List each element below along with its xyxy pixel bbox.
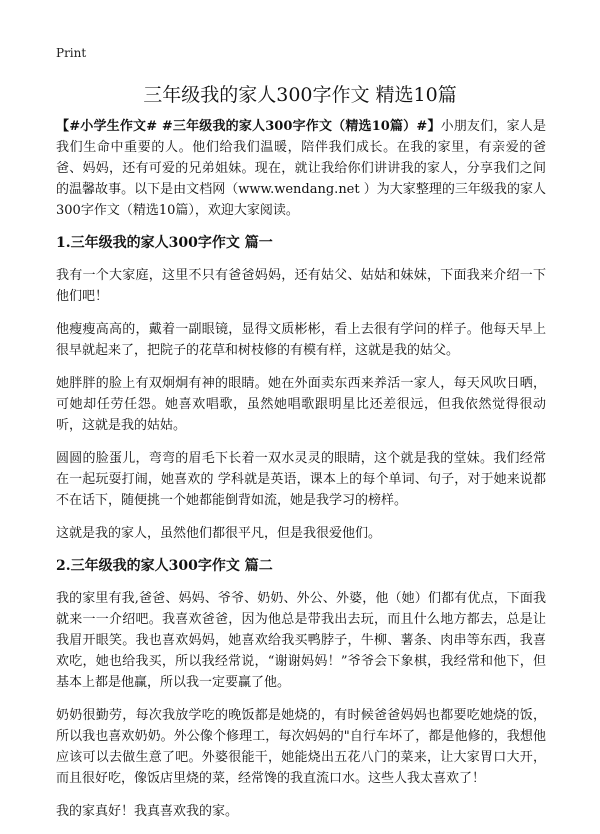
print-link[interactable]: Print (56, 46, 87, 60)
section-heading: 1.三年级我的家人300字作文 篇一 (56, 235, 273, 251)
paragraph: 我的家里有我,爸爸、妈妈、爷爷、奶奶、外公、外婆，他（她）们都有优点，下面我就来一一介绍吧。我喜欢爸爸，因为他总是带我出去玩，而且什么地方都去，总是让我眉开眼笑。我也喜欢妈妈，她喜欢给我买鸭脖子，牛柳、薯条、肉串等东西，我喜欢吃，她也给我买，所以我经常说，“谢谢妈妈！”爷爷会下象棋，我经常和他下，但基本上都是他赢，所以我一定要赢了他。 (56, 591, 546, 690)
paragraph: 这就是我的家人，虽然他们都很平凡，但是我很爱他们。 (56, 526, 382, 541)
document-title: 三年级我的家人300字作文 精选10篇 (143, 84, 457, 106)
intro-text: 小朋友们，家人是我们生命中重要的人。他们给我们温暖，陪伴我们成长。在我的家里，有亲爱的爸爸、妈妈，还有可爱的兄弟姐妹。现在，就让我给你们讲讲我的家人，分享我们之间的温馨故事。以下是由文档网（www.wendang.net ）为大家整理的三年级我的家人300字作文（精选10篇），欢迎大家阅读。 (56, 119, 546, 218)
document-content (56, 116, 546, 834)
paragraph: 奶奶很勤劳，每次我放学吃的晚饭都是她烧的，有时候爸爸妈妈也都要吃她烧的饭，所以我也喜欢奶奶。外公像个修理工，每次妈妈的"自行车坏了，都是他修的，我想他应该可以去做生意了吧。外婆很能干，她能烧出五花八门的菜来，让大家胃口大开，而且很好吃，像饭店里烧的菜，经常馋的我直流口水。这些人我太喜欢了！ (56, 708, 546, 786)
intro-paragraph (56, 116, 546, 221)
intro-tag: 【#小学生作文# #三年级我的家人300字作文（精选10篇）#】 (56, 119, 441, 134)
paragraph: 他瘦瘦高高的，戴着一副眼镜，显得文质彬彬，看上去很有学问的样子。他每天早上很早就起来了，把院子的花草和树枝修的有模有样，这就是我的姑父。 (56, 322, 546, 358)
paragraph: 她胖胖的脸上有双炯炯有神的眼睛。她在外面卖东西来养活一家人，每天风吹日晒，可她却任劳任怨。她喜欢唱歌，虽然她唱歌跟明星比还差很远，但我依然觉得很动听，这就是我的姑姑。 (56, 376, 546, 433)
section-heading: 2.三年级我的家人300字作文 篇二 (56, 558, 273, 574)
paragraph: 我的家真好！我真喜欢我的家。 (56, 804, 239, 819)
paragraph: 圆圆的脸蛋儿，弯弯的眉毛下长着一双水灵灵的眼睛，这个就是我的堂妹。我们经常在一起玩耍打闹，她喜欢的 学科就是英语，课本上的每个单词、句子，对于她来说都不在话下，随便挑一个她都能倒背如流，她是我学习的榜样。 (56, 451, 546, 508)
paragraph: 我有一个大家庭，这里不只有爸爸妈妈，还有姑父、姑姑和妹妹，下面我来介绍一下他们吧！ (56, 268, 546, 304)
